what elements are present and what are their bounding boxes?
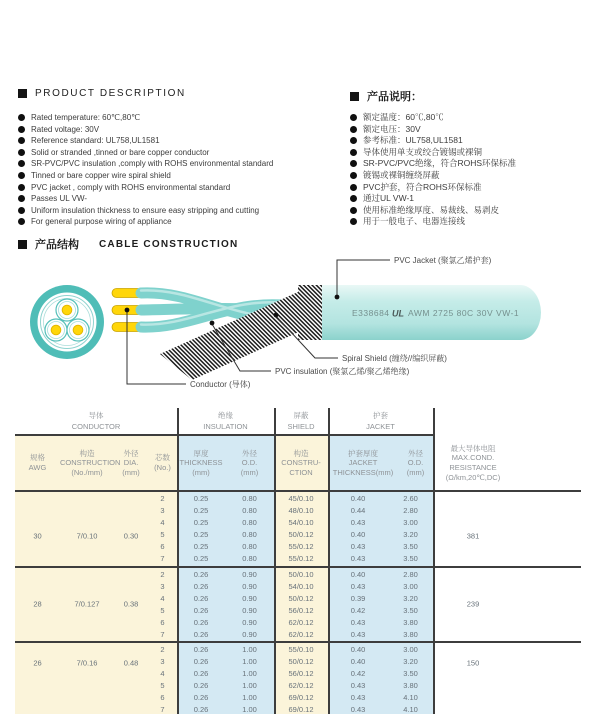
- cell-cores: 5: [160, 681, 165, 690]
- column-divider: [177, 408, 179, 492]
- cell-jktth: 0.40: [350, 645, 366, 654]
- hdr-line: DIA.: [123, 458, 139, 468]
- col-header-shield-construction: [274, 436, 328, 490]
- group-header-jacket: [328, 408, 433, 434]
- cell-shield: 50/0.10: [288, 570, 314, 579]
- bullet-icon: [18, 137, 25, 144]
- cell-insth: 0.26: [193, 594, 209, 603]
- cell-jktod: 3.50: [403, 554, 418, 563]
- section-title-zh: 产品结构: [35, 239, 79, 251]
- cell-insod: 1.00: [242, 645, 257, 654]
- bullet-icon: [350, 149, 357, 156]
- cell-insth: 0.25: [193, 542, 209, 551]
- hdr-line: 外径: [408, 448, 423, 458]
- cell-cores: 7: [160, 630, 165, 639]
- cell-cores: 6: [160, 618, 165, 627]
- cell-jktth: 0.43: [350, 518, 366, 527]
- hdr-line: (No./mm): [71, 467, 103, 477]
- col-header-diameter: [114, 436, 148, 490]
- cell-insod: 0.80: [242, 494, 257, 503]
- cell-cores: 2: [160, 645, 165, 654]
- bullet-icon: [18, 160, 25, 167]
- cell-jktth: 0.43: [350, 681, 366, 690]
- shield-column: [274, 569, 328, 641]
- bullet-icon: [18, 172, 25, 179]
- bullet-text: 参考标准：UL758,UL1581: [363, 135, 463, 146]
- bullet-item: [18, 147, 350, 159]
- bullet-item: [18, 182, 350, 194]
- cell-insth: 0.26: [193, 681, 209, 690]
- cell-cores: 4: [160, 669, 165, 678]
- cable-marking-cert: E338684: [352, 308, 390, 318]
- hdr-line: THICKNESS: [179, 458, 223, 468]
- cell-insth: 0.25: [193, 554, 209, 563]
- hdr-line: JACKET: [348, 458, 378, 468]
- col-header-jacket-od: [398, 436, 433, 490]
- cell-shield: 69/0.12: [288, 693, 314, 702]
- bullet-icon: [350, 207, 357, 214]
- cell-insod: 0.80: [242, 518, 257, 527]
- group-header-conductor: [15, 408, 177, 434]
- bullet-text: Uniform insulation thickness to ensure easy stripping and cutting: [31, 205, 260, 215]
- jktth-column: [328, 493, 388, 565]
- cell-shield: 54/0.10: [288, 518, 314, 527]
- bullet-item: [18, 112, 350, 124]
- cell-jktod: 2.60: [403, 494, 418, 503]
- cell-jktod: 4.10: [403, 693, 418, 702]
- shield-column: [274, 644, 328, 714]
- cable-construction-diagram: [0, 252, 603, 402]
- bullet-item: [350, 135, 602, 147]
- cable-cross-section: [30, 285, 104, 359]
- insth-column: [177, 644, 225, 714]
- shield-label: Spiral Shield (缠绕//编织屏蔽): [342, 354, 447, 363]
- group-header-zh: 护套: [373, 411, 388, 420]
- construction-value: 7/0.127: [74, 599, 100, 609]
- hdr-line: (mm): [192, 467, 210, 477]
- hdr-line: 外径: [123, 448, 139, 458]
- group-header-en: JACKET: [366, 422, 395, 431]
- bullet-item: [350, 216, 602, 228]
- cell-shield: 50/0.12: [288, 530, 314, 539]
- section-title-en: CABLE CONSTRUCTION: [99, 238, 239, 250]
- cell-insth: 0.25: [193, 494, 209, 503]
- spec-table-body: [15, 492, 581, 714]
- diameter-value: 0.38: [123, 599, 139, 609]
- insod-column: [225, 493, 274, 565]
- cell-insod: 0.80: [242, 530, 257, 539]
- cell-cores: 5: [160, 606, 165, 615]
- bullet-item: [350, 182, 602, 194]
- cell-jktod: 3.80: [403, 681, 418, 690]
- column-divider: [328, 408, 330, 492]
- hdr-line: MAX.COND.: [451, 453, 495, 463]
- jktod-column: [388, 644, 433, 714]
- pvc-jacket-body: [322, 285, 541, 340]
- cell-insod: 0.80: [242, 542, 257, 551]
- spec-group-awg-30: [15, 492, 581, 568]
- cell-jktth: 0.43: [350, 582, 366, 591]
- cell-cores: 7: [160, 554, 165, 563]
- cell-jktth: 0.40: [350, 530, 366, 539]
- conductor-label: Conductor (导体): [190, 380, 251, 389]
- bullet-icon: [350, 137, 357, 144]
- bullet-icon: [18, 184, 25, 191]
- cell-jktod: 3.20: [403, 657, 418, 666]
- cell-insod: 0.90: [242, 618, 257, 627]
- cell-jktod: 3.00: [403, 645, 418, 654]
- cell-jktth: 0.43: [350, 630, 366, 639]
- jacket-label: PVC Jacket (聚氯乙烯护套): [394, 256, 492, 265]
- cell-insth: 0.26: [193, 669, 209, 678]
- cell-insod: 0.90: [242, 630, 257, 639]
- bullet-icon: [18, 149, 25, 156]
- cell-insod: 1.00: [242, 657, 257, 666]
- hdr-line: RESISTANCE: [449, 463, 497, 472]
- cell-insth: 0.26: [193, 606, 209, 615]
- cell-jktth: 0.43: [350, 554, 366, 563]
- cell-shield: 62/0.12: [288, 618, 314, 627]
- cell-cores: 3: [160, 506, 165, 515]
- diameter-value: 0.30: [123, 531, 139, 541]
- cell-insth: 0.26: [193, 657, 209, 666]
- cell-insod: 1.00: [242, 681, 257, 690]
- bullet-text: 用于一般电子、电器连接线: [363, 216, 466, 227]
- col-header-construction: [60, 436, 121, 490]
- cell-jktth: 0.43: [350, 693, 366, 702]
- group-header-en: CONDUCTOR: [71, 422, 121, 431]
- cell-jktth: 0.40: [350, 657, 366, 666]
- column-divider: [433, 643, 435, 714]
- construction-value: 7/0.16: [76, 658, 98, 668]
- cell-cores: 4: [160, 594, 165, 603]
- bullet-text: 额定电压：30V: [363, 123, 421, 134]
- col-header-jacket-thickness: [328, 436, 398, 490]
- bullet-item: [350, 124, 602, 136]
- cell-shield: 69/0.12: [288, 705, 314, 714]
- jktth-column: [328, 569, 388, 641]
- cell-shield: 50/0.12: [288, 657, 314, 666]
- bullet-text: Rated voltage: 30V: [31, 124, 100, 134]
- jktod-column: [388, 493, 433, 565]
- cell-shield: 54/0.10: [288, 582, 314, 591]
- insth-column: [177, 569, 225, 641]
- bullet-icon: [350, 114, 357, 121]
- bullet-item: [350, 147, 602, 159]
- cell-cores: 6: [160, 693, 165, 702]
- cell-cores: 6: [160, 542, 165, 551]
- hdr-line: CONSTRU-: [281, 458, 321, 468]
- cell-jktod: 3.20: [403, 594, 418, 603]
- resistance-value: 239: [466, 599, 480, 609]
- bullet-text: For general purpose wiring of appliance: [31, 217, 172, 227]
- cores-column: [148, 493, 177, 565]
- bullet-text: SR-PVC/PVC insulation ,comply with ROHS environmental standard: [31, 159, 274, 169]
- col-header-cores: [148, 436, 177, 490]
- cell-cores: 3: [160, 582, 165, 591]
- cell-shield: 55/0.12: [288, 554, 314, 563]
- hdr-line: 规格: [30, 453, 45, 463]
- product-description-list-en: [18, 112, 350, 228]
- shield-dot: [274, 313, 279, 318]
- cell-insod: 1.00: [242, 705, 257, 714]
- cell-jktod: 3.80: [403, 630, 418, 639]
- column-divider: [433, 492, 435, 566]
- insulation-label: PVC insulation (聚氯乙烯/聚乙烯绝缘): [275, 367, 410, 376]
- bullet-text: SR-PVC/PVC绝缘，符合ROHS环保标准: [363, 158, 517, 169]
- hdr-line: 厚度: [193, 448, 209, 458]
- cell-jktth: 0.40: [350, 570, 366, 579]
- group-header-en: SHIELD: [287, 422, 315, 431]
- ul-mark-icon: UL: [392, 308, 404, 319]
- hdr-line: AWG: [28, 463, 47, 472]
- hdr-line: O.D.: [241, 458, 258, 468]
- square-bullet-icon: [350, 92, 359, 101]
- group-header-zh: 绝缘: [218, 411, 233, 420]
- bullet-item: [18, 158, 350, 170]
- cell-jktod: 3.50: [403, 669, 418, 678]
- jktth-column: [328, 644, 388, 714]
- cell-jktod: 3.80: [403, 618, 418, 627]
- cell-jktth: 0.44: [350, 506, 366, 515]
- cell-cores: 5: [160, 530, 165, 539]
- group-header-shield: [274, 408, 328, 434]
- cell-shield: 48/0.10: [288, 506, 314, 515]
- hdr-line: 外径: [242, 448, 257, 458]
- cell-insod: 0.90: [242, 570, 257, 579]
- cell-insth: 0.26: [193, 630, 209, 639]
- jktod-column: [388, 569, 433, 641]
- cell-jktod: 2.80: [403, 506, 418, 515]
- cell-insth: 0.25: [193, 506, 209, 515]
- cell-jktod: 3.50: [403, 542, 418, 551]
- section-title-text: 产品说明：: [367, 91, 422, 103]
- bullet-icon: [18, 126, 25, 133]
- hdr-line: 护套厚度: [348, 448, 378, 458]
- cell-shield: 45/0.10: [288, 494, 314, 503]
- insod-column: [225, 644, 274, 714]
- group-header-zh: 屏蔽: [293, 411, 309, 420]
- bullet-icon: [18, 207, 25, 214]
- bullet-icon: [350, 184, 357, 191]
- cell-jktth: 0.43: [350, 618, 366, 627]
- cell-shield: 55/0.12: [288, 542, 314, 551]
- cell-cores: 2: [160, 570, 165, 579]
- col-header-resistance: [433, 436, 513, 490]
- bullet-text: Solid or stranded ,tinned or bare copper conductor: [31, 147, 210, 157]
- cell-jktth: 0.42: [350, 606, 366, 615]
- bullet-text: 导体使用单支或绞合镀锡或裸铜: [363, 146, 483, 157]
- cell-insod: 0.80: [242, 506, 257, 515]
- bullet-icon: [18, 218, 25, 225]
- bullet-icon: [350, 218, 357, 225]
- bullet-text: PVC护套，符合ROHS环保标准: [363, 181, 482, 192]
- group-header-en: INSULATION: [203, 422, 248, 431]
- spec-group-awg-28: [15, 568, 581, 643]
- cell-jktod: 3.20: [403, 530, 418, 539]
- cell-cores: 3: [160, 657, 165, 666]
- cable-marking-spec: AWM 2725 80C 30V VW-1: [408, 308, 520, 318]
- cell-jktod: 2.80: [403, 570, 418, 579]
- awg-value: 28: [33, 599, 42, 609]
- hdr-line: CONSTRUCTION: [60, 458, 121, 468]
- cell-shield: 55/0.10: [288, 645, 314, 654]
- cell-insth: 0.26: [193, 645, 209, 654]
- column-divider: [274, 408, 276, 492]
- bullet-item: [350, 170, 602, 182]
- bullet-icon: [18, 114, 25, 121]
- construction-value: 7/0.10: [76, 531, 98, 541]
- cell-insth: 0.26: [193, 582, 209, 591]
- hdr-line: O.D.: [407, 458, 424, 468]
- bullet-item: [18, 216, 350, 228]
- bullet-text: 额定温度：60℃,80℃: [363, 112, 444, 122]
- group-header-insulation: [177, 408, 274, 434]
- bullet-item: [350, 158, 602, 170]
- cell-insth: 0.25: [193, 530, 209, 539]
- hdr-line: (mm): [122, 467, 140, 477]
- cell-cores: 7: [160, 705, 165, 714]
- cell-insod: 0.90: [242, 594, 257, 603]
- hdr-line: 芯数: [155, 453, 170, 463]
- jacket-dot: [335, 295, 340, 300]
- cell-jktth: 0.42: [350, 669, 366, 678]
- cable-construction-title: [18, 236, 238, 252]
- resistance-value: 150: [466, 658, 480, 668]
- hdr-line: 最大导体电阻: [450, 443, 496, 453]
- cell-shield: 62/0.12: [288, 630, 314, 639]
- bullet-icon: [350, 126, 357, 133]
- cell-jktth: 0.39: [350, 594, 366, 603]
- cell-jktod: 3.50: [403, 606, 418, 615]
- insth-column: [177, 493, 225, 565]
- bullet-icon: [350, 172, 357, 179]
- bullet-icon: [18, 195, 25, 202]
- cell-shield: 56/0.12: [288, 669, 314, 678]
- bullet-item: [18, 205, 350, 217]
- diameter-value: 0.48: [123, 658, 139, 668]
- square-bullet-icon: [18, 89, 27, 98]
- hdr-line: (mm): [240, 467, 259, 477]
- cell-insod: 0.80: [242, 554, 257, 563]
- cores-column: [148, 569, 177, 641]
- cell-insth: 0.26: [193, 693, 209, 702]
- cell-jktth: 0.43: [350, 542, 366, 551]
- cell-cores: 4: [160, 518, 165, 527]
- bullet-text: 镀锡或裸铜缠绕屏蔽: [363, 169, 440, 180]
- bullet-item: [18, 124, 350, 136]
- col-header-awg: [15, 436, 60, 490]
- bullet-item: [350, 205, 602, 217]
- cell-insod: 1.00: [242, 693, 257, 702]
- cell-jktod: 3.00: [403, 582, 418, 591]
- cores-column: [148, 644, 177, 714]
- section-title-text: PRODUCT DESCRIPTION: [35, 88, 186, 99]
- bullet-text: PVC jacket , comply with ROHS environmental standard: [31, 182, 231, 192]
- product-description-title-en: [18, 88, 186, 99]
- bullet-item: [18, 193, 350, 205]
- hdr-line: (mm): [406, 467, 425, 477]
- awg-value: 30: [33, 531, 42, 541]
- cell-jktth: 0.40: [350, 494, 366, 503]
- shield-column: [274, 493, 328, 565]
- insulation-dot: [210, 321, 215, 326]
- product-description-list-zh: [350, 112, 602, 228]
- hdr-line: THICKNESS(mm): [332, 467, 394, 477]
- group-header-zh: 导体: [88, 411, 104, 420]
- column-divider: [433, 408, 435, 492]
- cell-insth: 0.26: [193, 705, 209, 714]
- cell-jktod: 4.10: [403, 705, 418, 714]
- bullet-icon: [350, 160, 357, 167]
- product-description-title-zh: [350, 88, 422, 104]
- resistance-value: 381: [466, 531, 480, 541]
- hdr-line: CTION: [289, 467, 313, 477]
- conductor-dot: [125, 308, 130, 313]
- insod-column: [225, 569, 274, 641]
- cell-jktod: 3.00: [403, 518, 418, 527]
- cell-cores: 2: [160, 494, 165, 503]
- col-header-ins-thickness: [177, 436, 225, 490]
- bullet-item: [18, 135, 350, 147]
- bullet-text: Reference standard: UL758,UL1581: [31, 136, 160, 146]
- bullet-item: [350, 193, 602, 205]
- hdr-line: 构造: [79, 448, 95, 458]
- cell-shield: 56/0.12: [288, 606, 314, 615]
- awg-value: 26: [33, 658, 42, 668]
- square-bullet-icon: [18, 240, 27, 249]
- spec-group-awg-26: [15, 643, 581, 714]
- bullet-text: 通过UL VW-1: [363, 193, 415, 204]
- cell-insth: 0.26: [193, 570, 209, 579]
- hdr-line: (Ω/km,20℃,DC): [445, 472, 501, 482]
- spec-table: [15, 408, 581, 714]
- col-header-ins-od: [225, 436, 274, 490]
- bullet-text: Tinned or bare copper wire spiral shield: [31, 170, 171, 180]
- bullet-text: 使用标准绝缘厚度、易裁线、易剥皮: [363, 204, 500, 215]
- hdr-line: (No.): [154, 463, 171, 472]
- cell-insod: 0.90: [242, 582, 257, 591]
- cell-insod: 0.90: [242, 606, 257, 615]
- cell-shield: 50/0.12: [288, 594, 314, 603]
- cell-insth: 0.26: [193, 618, 209, 627]
- cell-shield: 62/0.12: [288, 681, 314, 690]
- bullet-text: Passes UL VW-: [31, 194, 88, 204]
- bullet-item: [18, 170, 350, 182]
- cell-insth: 0.25: [193, 518, 209, 527]
- cell-jktth: 0.43: [350, 705, 366, 714]
- hdr-line: 构造: [293, 448, 309, 458]
- bullet-text: Rated temperature: 60℃,80℃: [31, 113, 141, 122]
- bullet-icon: [350, 195, 357, 202]
- cell-insod: 1.00: [242, 669, 257, 678]
- bullet-item: [350, 112, 602, 124]
